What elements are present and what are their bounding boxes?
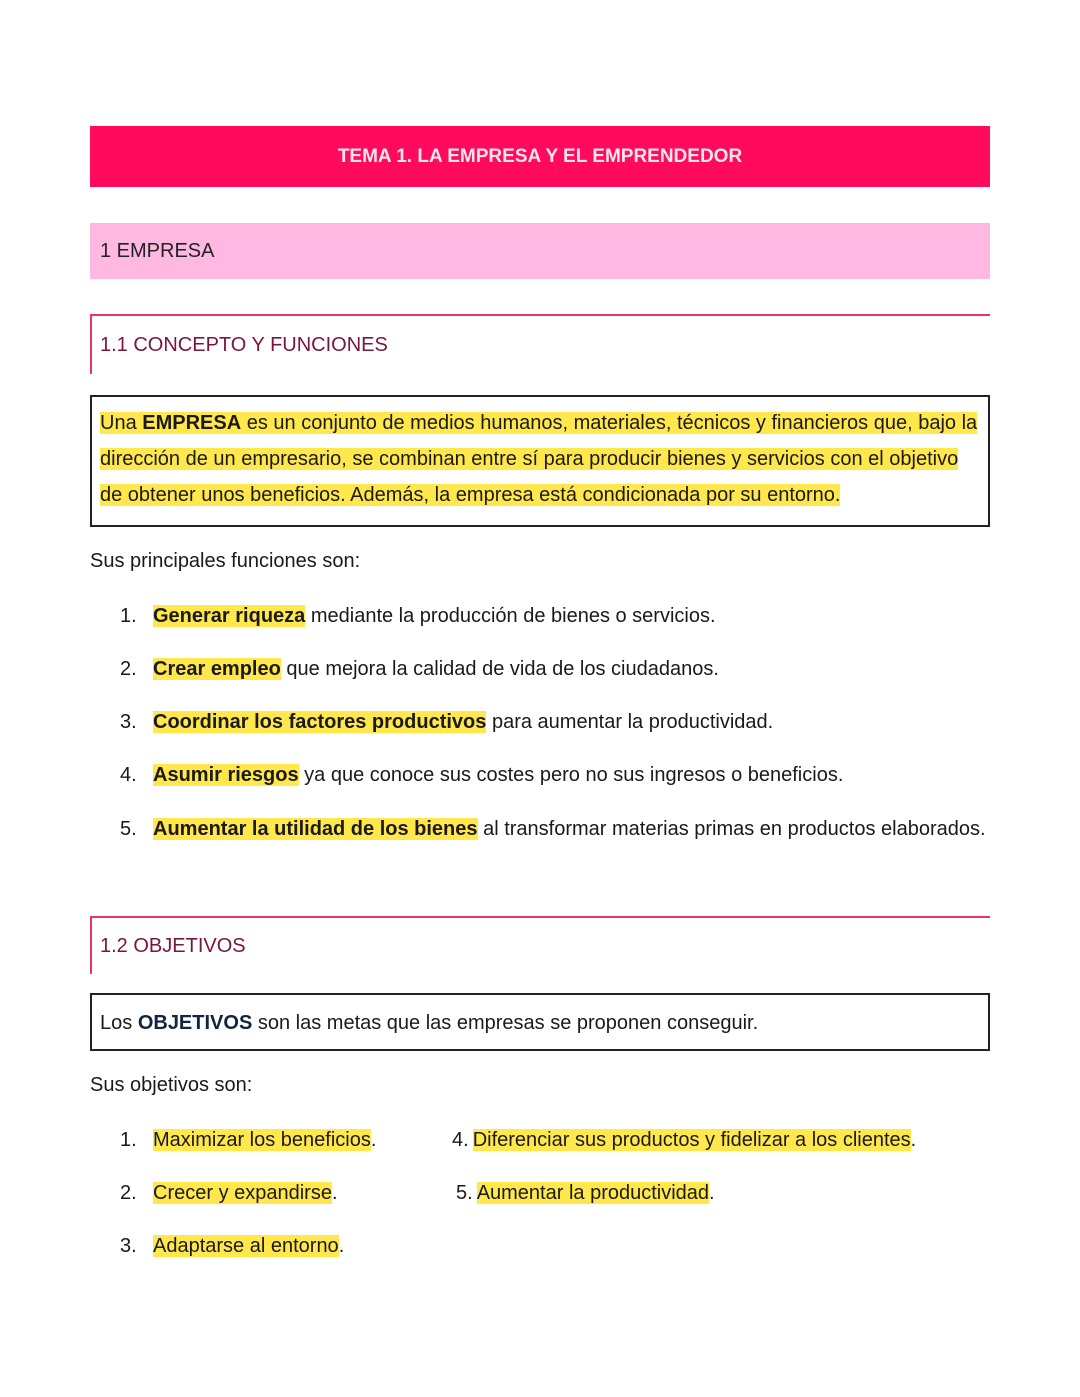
- item-number: 4.: [452, 1129, 469, 1151]
- objectives-definition-box: [90, 993, 990, 1051]
- function-item: [120, 651, 990, 687]
- item-number: 2.: [120, 1182, 137, 1204]
- item-text: Diferenciar sus productos y fidelizar a los clientes: [472, 1129, 911, 1151]
- item-number: 3.: [120, 1235, 137, 1257]
- item-term: Crear empleo: [153, 658, 281, 680]
- item-text: al transformar materias primas en productos elaborados.: [477, 818, 986, 840]
- item-number: 3.: [120, 711, 137, 733]
- item-number: 2.: [120, 658, 137, 680]
- item-punct: .: [709, 1182, 715, 1204]
- function-item: [120, 704, 990, 740]
- item-term: Aumentar la utilidad de los bienes: [153, 818, 478, 840]
- item-text: que mejora la calidad de vida de los ciudadanos.: [280, 658, 719, 680]
- definition-pre: Una: [100, 412, 143, 434]
- item-number: 4.: [120, 764, 137, 786]
- item-punct: .: [331, 1182, 338, 1204]
- obj-def-body: son las metas que las empresas se proponen conseguir.: [252, 1012, 759, 1034]
- item-number: 1.: [120, 1129, 137, 1151]
- subsection-heading-concepto: 1.1 CONCEPTO Y FUNCIONES: [90, 314, 990, 374]
- item-text: Adaptarse al entorno: [153, 1235, 339, 1257]
- objective-item: [120, 1122, 440, 1158]
- item-number: 1.: [120, 605, 137, 627]
- subsection-heading-objetivos: 1.2 OBJETIVOS: [90, 916, 990, 974]
- objective-item: [456, 1175, 986, 1211]
- item-text: ya que conoce sus costes pero no sus ingresos o beneficios.: [298, 764, 844, 786]
- definition-text: [100, 412, 977, 506]
- item-number: 5.: [120, 818, 137, 840]
- function-item: [120, 757, 990, 793]
- item-number: 5.: [456, 1182, 473, 1204]
- obj-def-pre: Los: [100, 1012, 138, 1034]
- objective-item: [120, 1175, 440, 1211]
- function-item: [120, 598, 990, 634]
- objectives-intro: Sus objetivos son:: [90, 1074, 253, 1096]
- item-text: Maximizar los beneficios: [153, 1129, 371, 1151]
- objective-item: [452, 1122, 982, 1158]
- definition-term: EMPRESA: [142, 412, 242, 434]
- item-text: para aumentar la productividad.: [486, 711, 774, 733]
- item-term: Generar riqueza: [153, 605, 306, 627]
- item-punct: .: [338, 1235, 345, 1257]
- function-item: [120, 811, 990, 847]
- item-punct: .: [910, 1129, 917, 1151]
- section-heading-empresa: 1 EMPRESA: [90, 223, 990, 279]
- item-text: Aumentar la productividad: [476, 1182, 710, 1204]
- item-punct: .: [370, 1129, 377, 1151]
- definition-body: es un conjunto de medios humanos, materiales, técnicos y financieros que, bajo la dirección de un empresario, se combinan entre sí para producir bienes y servicios con el objetivo de obtener unos beneficios. Además, la empresa está condicionada por su entorno.: [100, 412, 978, 506]
- definition-box: [90, 395, 990, 527]
- objective-item: [120, 1228, 440, 1264]
- item-text: mediante la producción de bienes o servicios.: [305, 605, 716, 627]
- item-term: Coordinar los factores productivos: [153, 711, 487, 733]
- obj-def-term: OBJETIVOS: [137, 1012, 253, 1034]
- functions-intro: Sus principales funciones son:: [90, 550, 361, 572]
- document-title: TEMA 1. LA EMPRESA Y EL EMPRENDEDOR: [90, 126, 990, 187]
- item-text: Crecer y expandirse: [153, 1182, 332, 1204]
- item-term: Asumir riesgos: [153, 764, 299, 786]
